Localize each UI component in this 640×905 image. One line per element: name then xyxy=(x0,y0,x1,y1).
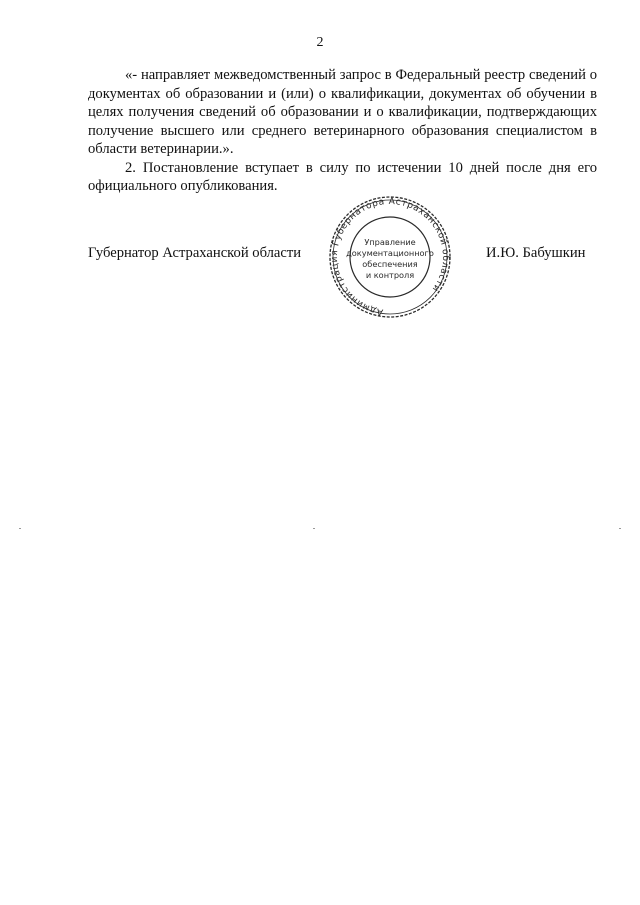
official-seal-stamp xyxy=(329,195,451,320)
seal-center-line-3: обеспечения xyxy=(362,259,418,269)
seal-center-line-4: и контроля xyxy=(365,270,415,280)
paragraph-2: 2. Постановление вступает в силу по истечении 10 дней после дня его официального опубликования. xyxy=(88,159,597,194)
scan-artifact xyxy=(313,528,315,529)
signatory-name: И.Ю. Бабушкин xyxy=(486,245,586,261)
signatory-title: Губернатор Астраханской области xyxy=(88,245,302,261)
paragraph-1: «- направляет межведомственный запрос в Федеральный реестр сведений о документах об образовании и (или) о квалификации, документах об обучении в целях получения сведений об образовании и о квалификации, подтверждающих получение высшего или среднего ветеринарного образования специалистом в области ветеринарии.». xyxy=(88,67,597,157)
page-number: 2 xyxy=(316,35,324,50)
body-text xyxy=(88,66,597,196)
seal-ring-text: Администрация Губернатора Астраханской области xyxy=(329,196,451,317)
seal-center-line-2: документационного xyxy=(346,248,434,258)
scan-artifact xyxy=(19,528,21,529)
seal-graphic xyxy=(329,195,451,320)
scan-artifact xyxy=(619,528,621,529)
seal-center-line-1: Управление xyxy=(364,237,416,247)
